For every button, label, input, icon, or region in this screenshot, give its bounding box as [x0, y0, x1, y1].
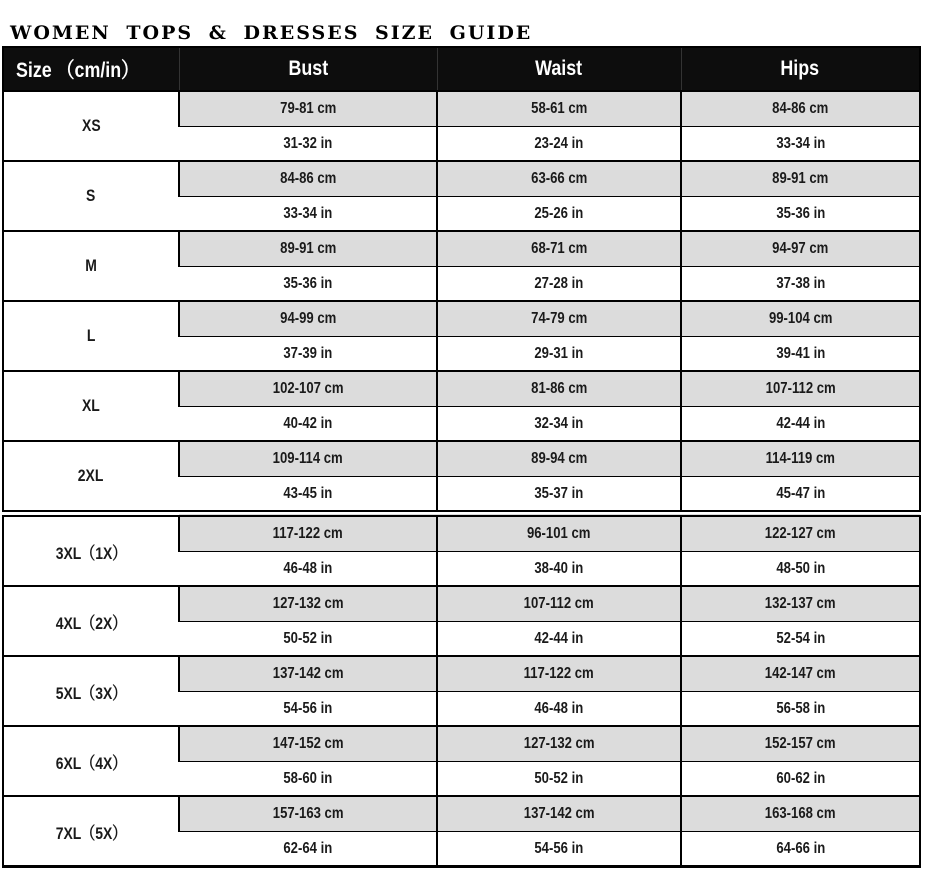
waist-cm-cell	[437, 231, 681, 267]
size-label-cell	[3, 301, 179, 371]
bust-in-cell	[179, 127, 437, 162]
hips-in-text: 64-66 in	[776, 839, 825, 857]
waist-in-cell	[437, 692, 681, 727]
waist-in-cell	[437, 622, 681, 657]
hips-cm-text: 107-112 cm	[765, 380, 836, 397]
hips-in-text: 33-34 in	[776, 134, 825, 152]
bust-cm-text: 79-81 cm	[279, 100, 337, 117]
bust-in-cell	[179, 832, 437, 867]
hips-cm-cell	[681, 301, 920, 337]
bust-in-text: 58-60 in	[283, 769, 332, 787]
size-group	[3, 161, 920, 231]
bust-in-cell	[179, 337, 437, 372]
waist-cm-text: 74-79 cm	[530, 310, 588, 327]
bust-cm-text: 84-86 cm	[279, 170, 337, 187]
waist-cm-cell	[437, 796, 681, 832]
page-title: WOMEN TOPS & DRESSES SIZE GUIDE	[10, 22, 533, 44]
bust-in-text: 40-42 in	[283, 414, 332, 432]
bust-cm-cell	[179, 656, 437, 692]
bust-in-text: 46-48 in	[283, 559, 332, 577]
size-label-cell	[3, 656, 179, 726]
bust-in-text: 43-45 in	[283, 484, 332, 502]
waist-in-text: 29-31 in	[534, 344, 584, 362]
size-label-text: 5XL（3X）	[55, 683, 127, 703]
bust-cm-cell	[179, 586, 437, 622]
size-row-cm	[3, 514, 920, 552]
waist-cm-cell	[437, 161, 681, 197]
hips-cm-text: 142-147 cm	[765, 665, 836, 682]
waist-in-cell	[437, 832, 681, 867]
size-group	[3, 514, 920, 587]
waist-in-cell	[437, 552, 681, 587]
size-group	[3, 586, 920, 656]
waist-in-text: 23-24 in	[534, 134, 584, 152]
bust-in-cell	[179, 407, 437, 442]
bust-cm-text: 117-122 cm	[272, 525, 344, 542]
bust-cm-text: 109-114 cm	[272, 450, 344, 467]
hips-cm-cell	[681, 371, 920, 407]
size-label-cell	[3, 726, 179, 796]
size-label-cell	[3, 231, 179, 301]
size-row-cm	[3, 301, 920, 337]
hips-cm-text: 122-127 cm	[765, 525, 836, 542]
header-hips	[681, 47, 920, 91]
bust-in-text: 37-39 in	[283, 344, 332, 362]
bust-in-text: 33-34 in	[283, 204, 332, 222]
size-row-cm	[3, 371, 920, 407]
waist-cm-text: 137-142 cm	[523, 805, 595, 822]
hips-cm-cell	[681, 161, 920, 197]
hips-cm-cell	[681, 796, 920, 832]
bust-cm-text: 137-142 cm	[272, 665, 344, 682]
waist-in-cell	[437, 337, 681, 372]
waist-in-text: 42-44 in	[534, 629, 584, 647]
waist-in-text: 54-56 in	[534, 839, 584, 857]
bust-cm-cell	[179, 726, 437, 762]
waist-in-cell	[437, 127, 681, 162]
size-row-cm	[3, 231, 920, 267]
hips-in-text: 60-62 in	[776, 769, 825, 787]
size-row-cm	[3, 441, 920, 477]
hips-cm-text: 89-91 cm	[772, 170, 829, 187]
hips-in-text: 42-44 in	[776, 414, 825, 432]
waist-cm-text: 96-101 cm	[527, 525, 591, 542]
bust-cm-text: 89-91 cm	[279, 240, 337, 257]
waist-cm-cell	[437, 586, 681, 622]
size-row-cm	[3, 726, 920, 762]
hips-cm-cell	[681, 231, 920, 267]
hips-in-text: 39-41 in	[776, 344, 825, 362]
header-hips-text: Hips	[780, 57, 820, 80]
bust-cm-cell	[179, 231, 437, 267]
bust-cm-text: 127-132 cm	[272, 595, 344, 612]
waist-in-text: 46-48 in	[534, 699, 584, 717]
bust-cm-cell	[179, 161, 437, 197]
waist-cm-text: 58-61 cm	[530, 100, 588, 117]
hips-in-cell	[681, 477, 920, 514]
bust-cm-text: 94-99 cm	[279, 310, 337, 327]
hips-in-text: 48-50 in	[776, 559, 825, 577]
size-row-cm	[3, 91, 920, 127]
size-row-cm	[3, 796, 920, 832]
hips-cm-text: 94-97 cm	[772, 240, 829, 257]
size-label-cell	[3, 91, 179, 161]
waist-in-text: 35-37 in	[534, 484, 584, 502]
bust-cm-cell	[179, 441, 437, 477]
bust-in-text: 35-36 in	[283, 274, 332, 292]
size-group	[3, 656, 920, 726]
hips-cm-text: 152-157 cm	[765, 735, 836, 752]
bust-cm-text: 157-163 cm	[272, 805, 344, 822]
bust-cm-cell	[179, 371, 437, 407]
table-header-row	[3, 47, 920, 91]
size-group	[3, 371, 920, 441]
bust-in-cell	[179, 622, 437, 657]
size-group	[3, 301, 920, 371]
size-group	[3, 796, 920, 867]
size-label-text: 4XL（2X）	[55, 613, 127, 633]
waist-in-cell	[437, 407, 681, 442]
size-label-text: M	[85, 256, 97, 275]
bust-in-cell	[179, 197, 437, 232]
waist-in-text: 27-28 in	[534, 274, 584, 292]
bust-in-text: 31-32 in	[283, 134, 332, 152]
bust-cm-text: 147-152 cm	[272, 735, 344, 752]
hips-cm-cell	[681, 441, 920, 477]
bust-in-cell	[179, 552, 437, 587]
waist-in-text: 25-26 in	[534, 204, 584, 222]
size-label-cell	[3, 796, 179, 867]
size-label-text: 3XL（1X）	[55, 543, 127, 563]
bust-cm-cell	[179, 514, 437, 552]
hips-in-cell	[681, 762, 920, 797]
waist-cm-text: 89-94 cm	[530, 450, 588, 467]
header-size	[3, 47, 179, 91]
waist-cm-text: 107-112 cm	[523, 595, 595, 612]
size-row-cm	[3, 161, 920, 197]
hips-in-text: 35-36 in	[776, 204, 825, 222]
waist-cm-cell	[437, 301, 681, 337]
size-table	[2, 46, 921, 868]
hips-in-cell	[681, 127, 920, 162]
hips-cm-text: 163-168 cm	[765, 805, 836, 822]
header-waist	[437, 47, 681, 91]
waist-in-text: 50-52 in	[534, 769, 584, 787]
waist-cm-text: 127-132 cm	[523, 735, 595, 752]
hips-in-cell	[681, 832, 920, 867]
size-group	[3, 231, 920, 301]
hips-cm-cell	[681, 726, 920, 762]
size-label-text: XS	[81, 116, 101, 135]
hips-cm-cell	[681, 91, 920, 127]
header-size-text: Size （cm/in）	[16, 59, 139, 82]
hips-cm-text: 99-104 cm	[768, 310, 833, 327]
waist-cm-cell	[437, 514, 681, 552]
bust-in-cell	[179, 762, 437, 797]
hips-cm-cell	[681, 514, 920, 552]
waist-cm-cell	[437, 371, 681, 407]
size-label-text: L	[86, 326, 96, 345]
waist-in-cell	[437, 477, 681, 514]
hips-in-cell	[681, 267, 920, 302]
size-label-cell	[3, 586, 179, 656]
bust-in-text: 54-56 in	[283, 699, 332, 717]
size-group	[3, 91, 920, 161]
hips-cm-cell	[681, 586, 920, 622]
hips-in-cell	[681, 552, 920, 587]
waist-in-text: 32-34 in	[534, 414, 584, 432]
waist-cm-text: 81-86 cm	[530, 380, 588, 397]
header-waist-text: Waist	[535, 57, 583, 80]
waist-cm-cell	[437, 726, 681, 762]
bust-cm-cell	[179, 796, 437, 832]
size-label-text: 2XL	[78, 466, 104, 485]
size-label-cell	[3, 514, 179, 587]
hips-in-text: 56-58 in	[776, 699, 825, 717]
hips-cm-text: 114-119 cm	[765, 450, 836, 467]
bust-in-cell	[179, 692, 437, 727]
waist-in-cell	[437, 267, 681, 302]
waist-cm-text: 117-122 cm	[523, 665, 595, 682]
waist-cm-cell	[437, 91, 681, 127]
bust-in-text: 62-64 in	[283, 839, 332, 857]
hips-in-text: 45-47 in	[776, 484, 825, 502]
size-label-text: S	[86, 186, 96, 205]
bust-cm-cell	[179, 91, 437, 127]
hips-cm-text: 132-137 cm	[765, 595, 836, 612]
hips-in-cell	[681, 337, 920, 372]
hips-in-text: 52-54 in	[776, 629, 825, 647]
waist-cm-text: 63-66 cm	[530, 170, 588, 187]
waist-in-cell	[437, 762, 681, 797]
size-label-text: 6XL（4X）	[55, 753, 127, 773]
hips-in-cell	[681, 692, 920, 727]
hips-in-text: 37-38 in	[776, 274, 825, 292]
hips-in-cell	[681, 197, 920, 232]
header-bust-text: Bust	[288, 57, 328, 80]
size-row-cm	[3, 586, 920, 622]
bust-cm-cell	[179, 301, 437, 337]
size-label-cell	[3, 371, 179, 441]
hips-in-cell	[681, 407, 920, 442]
size-row-cm	[3, 656, 920, 692]
waist-cm-text: 68-71 cm	[530, 240, 588, 257]
size-label-text: 7XL（5X）	[55, 823, 127, 843]
waist-cm-cell	[437, 441, 681, 477]
hips-cm-text: 84-86 cm	[772, 100, 829, 117]
table-header	[3, 47, 920, 91]
size-label-text: XL	[82, 396, 100, 415]
bust-in-cell	[179, 477, 437, 514]
size-group	[3, 726, 920, 796]
hips-in-cell	[681, 622, 920, 657]
waist-in-cell	[437, 197, 681, 232]
size-label-cell	[3, 441, 179, 514]
bust-in-cell	[179, 267, 437, 302]
waist-in-text: 38-40 in	[534, 559, 584, 577]
size-group	[3, 441, 920, 514]
bust-cm-text: 102-107 cm	[272, 380, 344, 397]
bust-in-text: 50-52 in	[283, 629, 332, 647]
header-bust	[179, 47, 437, 91]
hips-cm-cell	[681, 656, 920, 692]
size-label-cell	[3, 161, 179, 231]
waist-cm-cell	[437, 656, 681, 692]
